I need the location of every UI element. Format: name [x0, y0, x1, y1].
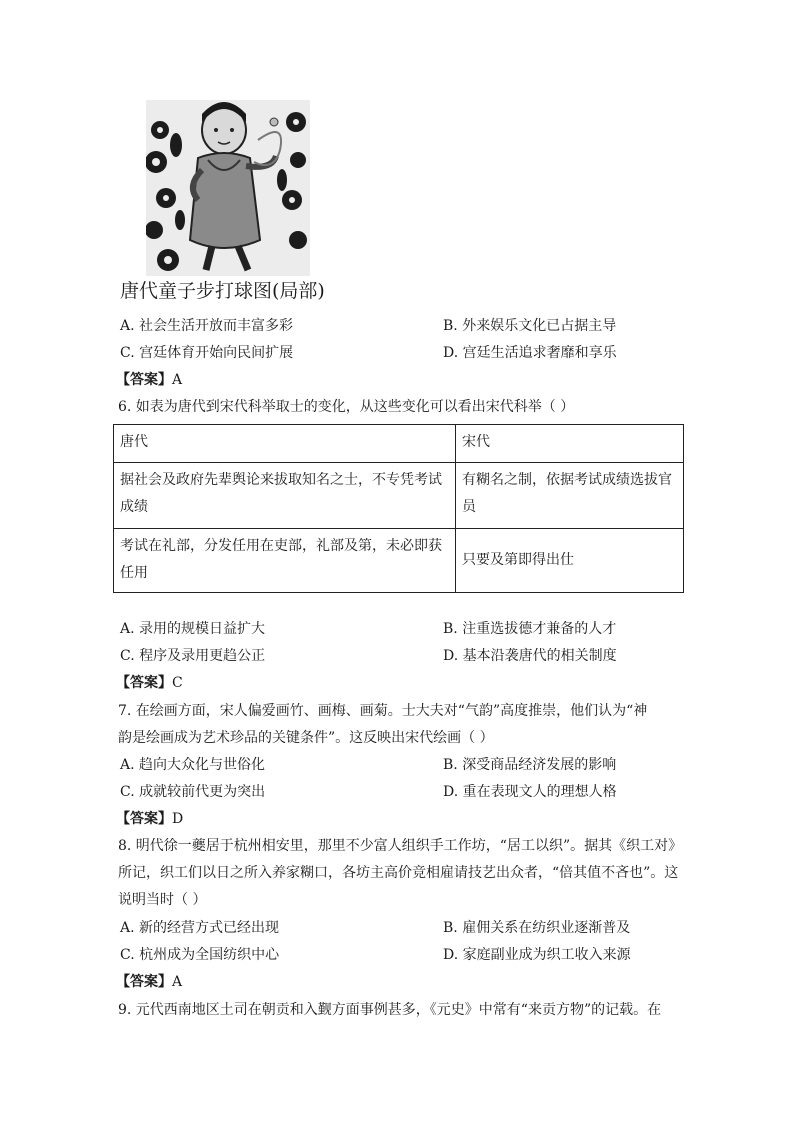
q9-stem-line1: 9. 元代西南地区土司在朝贡和入觐方面事例甚多，《元史》中常有“来贡方物”的记载。在 — [118, 1002, 662, 1018]
table-cell: 有糊名之制，依据考试成绩选拔官员 — [456, 463, 684, 529]
q7-option-d: D. 重在表现文人的理想人格 — [443, 784, 617, 800]
q5-option-d: D. 宫廷生活追求奢靡和享乐 — [443, 345, 617, 361]
table-header-row — [114, 425, 684, 463]
table-cell: 只要及第即得出仕 — [456, 529, 684, 593]
table-header-song: 宋代 — [456, 425, 684, 463]
q8-stem-line2: 所记，织工们以日之所入养家糊口，各坊主高价竞相雇请技艺出众者，“倍其值不吝也”。这 — [118, 865, 679, 881]
q6-stem: 6. 如表为唐代到宋代科举取士的变化，从这些变化可以看出宋代科举（ ） — [118, 399, 575, 415]
q8-option-b: B. 雇佣关系在纺织业逐渐普及 — [443, 920, 631, 936]
q6-answer-label: 【答案】 — [116, 675, 172, 691]
q5-answer — [116, 370, 182, 390]
q7-answer — [116, 809, 183, 829]
q8-option-d: D. 家庭副业成为织工收入来源 — [443, 947, 631, 963]
q8-stem-line3: 说明当时（ ） — [118, 892, 207, 908]
q7-stem-line2: 韵是绘画成为艺术珍品的关键条件”。这反映出宋代绘画（ ） — [118, 730, 494, 746]
q6-option-b: B. 注重选拔德才兼备的人才 — [443, 621, 617, 637]
q8-answer-label: 【答案】 — [116, 974, 172, 990]
q7-stem-line1: 7. 在绘画方面，宋人偏爱画竹、画梅、画菊。士大夫对“气韵”高度推崇，他们认为“神 — [118, 703, 648, 719]
q8-answer-value: A — [172, 974, 183, 990]
q5-answer-value: A — [172, 372, 183, 388]
q6-option-a: A. 录用的规模日益扩大 — [120, 621, 266, 637]
figure-caption: 唐代童子步打球图(局部) — [120, 280, 325, 302]
q6-answer-value: C — [172, 675, 183, 691]
table-header-tang: 唐代 — [114, 425, 456, 463]
q6-option-c: C. 程序及录用更趋公正 — [120, 648, 266, 664]
q7-answer-label: 【答案】 — [116, 811, 172, 827]
table-row — [114, 529, 684, 593]
q7-option-a: A. 趋向大众化与世俗化 — [120, 757, 266, 773]
q8-answer — [116, 972, 182, 992]
q8-option-a: A. 新的经营方式已经出现 — [120, 920, 280, 936]
q8-option-c: C. 杭州成为全国纺织中心 — [120, 947, 280, 963]
q8-stem-line1: 8. 明代徐一夔居于杭州相安里，那里不少富人组织手工作坊，“居工以织”。据其《织工对》 — [118, 838, 683, 854]
q7-option-b: B. 深受商品经济发展的影响 — [443, 757, 617, 773]
tang-child-ball-painting — [146, 100, 310, 276]
table-row — [114, 463, 684, 529]
table-cell: 考试在礼部，分发任用在吏部，礼部及第，未必即获任用 — [114, 529, 456, 593]
q6-table — [113, 424, 684, 593]
q5-answer-label: 【答案】 — [116, 372, 172, 388]
q5-option-a: A. 社会生活开放而丰富多彩 — [120, 318, 294, 334]
q7-answer-value: D — [172, 811, 184, 827]
painting-illustration — [146, 100, 310, 276]
q5-option-b: B. 外来娱乐文化已占据主导 — [443, 318, 617, 334]
q7-option-c: C. 成就较前代更为突出 — [120, 784, 266, 800]
q6-answer — [116, 673, 183, 693]
q5-option-c: C. 宫廷体育开始向民间扩展 — [120, 345, 294, 361]
table-cell: 据社会及政府先辈舆论来拔取知名之士，不专凭考试成绩 — [114, 463, 456, 529]
q6-option-d: D. 基本沿袭唐代的相关制度 — [443, 648, 617, 664]
